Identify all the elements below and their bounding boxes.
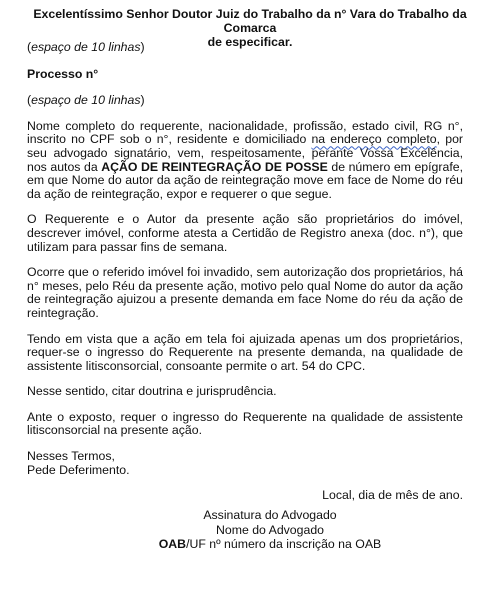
spacer-note-1-text: espaço de 10 linhas [31, 40, 141, 54]
paragraph-qualification-part-3: de número em epígrafe, em que Nome do autor da ação de reintegração move em face de Nome do réu da ação de reintegração, expor e requerer o que segue. [27, 159, 463, 201]
paragraph-doctrine: Nesse sentido, citar doutrina e jurisprudência. [27, 384, 277, 399]
header-line-2: de especificar. [207, 35, 293, 49]
paragraph-facts: O Requerente e o Autor da presente ação são proprietários do imóvel, descrever imóvel, conforme atesta a Certidão de Registro anexa (doc. n°), que utilizam para passar fins de semana. [27, 212, 463, 254]
spacer-note-2: (espaço de 10 linhas) [27, 93, 145, 108]
paragraph-qualification [27, 120, 463, 202]
spacer-note-1: (espaço de 10 linhas) [27, 40, 145, 54]
process-number-label: Processo n° [27, 66, 99, 81]
signature-block [60, 508, 480, 552]
paragraph-qualification-part-2: , por seu advogado signatário, vem, respeitosamente, perante Vossa Excelência, nos autos da [27, 132, 464, 174]
oab-label: OAB [158, 537, 187, 551]
paragraph-invasion: Ocorre que o referido imóvel foi invadido, sem autorização dos proprietários, há n° meses, pelo Réu da presente ação, motivo pelo qual Nome do autor da ação de reintegração ajuizou a presente demanda em face Nome do réu da ação de reintegração. [27, 265, 463, 320]
lawyer-name: Nome do Advogado [215, 522, 325, 537]
paragraph-qualification-part-1: Nome completo do requerente, nacionalidade, profissão, estado civil, RG n°, inscrito no CPF sob o n°, residente e domiciliado [27, 118, 463, 147]
paragraph-conclusion: Ante o exposto, requer o ingresso do Requerente na qualidade de assistente litisconsorcial na presente ação. [27, 409, 463, 438]
place-and-date: Local, dia de mês de ano. [322, 488, 463, 503]
header-line-1: Excelentíssimo Senhor Doutor Juiz do Trabalho da n° Vara do Trabalho da Comarca [33, 7, 467, 35]
spacer-note-2-text: espaço de 10 linhas [31, 93, 141, 108]
document-body [27, 41, 463, 503]
action-name: AÇÃO DE REINTEGRAÇÃO DE POSSE [101, 159, 328, 174]
oab-registration [60, 537, 480, 552]
spellcheck-flagged-text[interactable]: na endereço completo [311, 132, 437, 147]
closing-line-1: Nesses Termos, [27, 449, 115, 464]
closing-line-2: Pede Deferimento. [27, 462, 130, 477]
signature-line: Assinatura do Advogado [203, 508, 337, 522]
paragraph-request-basis: Tendo em vista que a ação em tela foi ajuizada apenas um dos proprietários, requer-se o ingresso do Requerente na presente demanda, na qualidade de assistente litisconsorcial, consoante permite o art. 54 do CPC. [27, 331, 463, 373]
oab-registration-text: /UF nº número da inscrição na OAB [186, 537, 382, 551]
